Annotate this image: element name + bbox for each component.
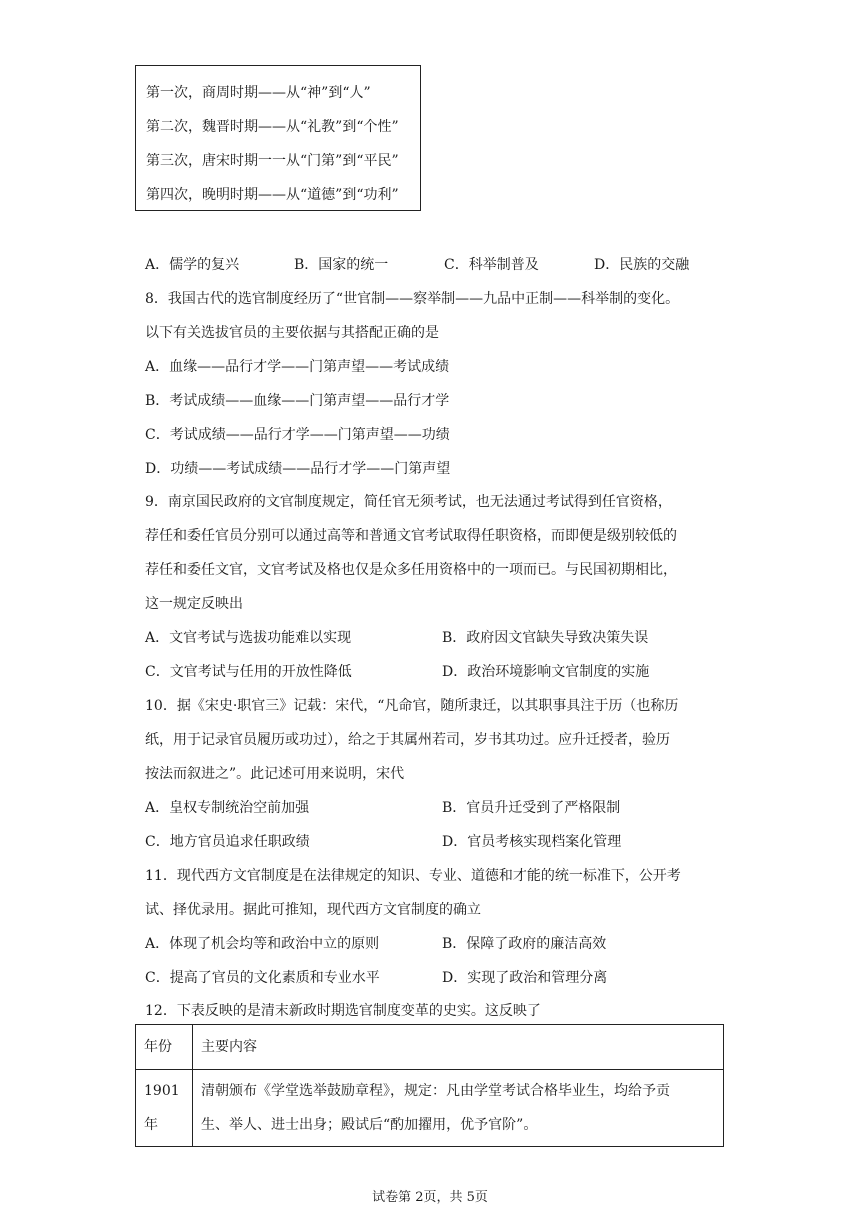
q10-option-d: D．官员考核实现档案化管理 bbox=[442, 834, 622, 850]
table-header-year: 年份 bbox=[136, 1025, 193, 1070]
q8-stem-line: 8．我国古代的选官制度经历了“世官制——察举制——九品中正制——科举制的变化。 bbox=[145, 291, 680, 307]
q12-stem: 12．下表反映的是清末新政时期选官制度变革的史实。这反映了 bbox=[145, 1003, 541, 1019]
q11-option-a: A．体现了机会均等和政治中立的原则 bbox=[145, 936, 380, 952]
table-header-row bbox=[136, 1025, 724, 1070]
q8-option-a: A．血缘——品行才学——门第声望——考试成绩 bbox=[145, 359, 450, 375]
quote-line: 第一次，商周时期——从“神”到“人” bbox=[146, 85, 371, 101]
q8-option-b: B．考试成绩——血缘——门第声望——品行才学 bbox=[145, 393, 450, 409]
q9-stem-line: 荐任和委任官员分别可以通过高等和普通文官考试取得任职资格，而即便是级别较低的 bbox=[145, 528, 677, 544]
quote-line: 第二次，魏晋时期——从“礼教”到“个性” bbox=[146, 119, 399, 135]
table-header-content: 主要内容 bbox=[193, 1025, 724, 1070]
table-row bbox=[136, 1070, 724, 1147]
q10-option-c: C．地方官员追求任职政绩 bbox=[145, 834, 310, 850]
q10-stem-line: 纸，用于记录官员履历或功过），给之于其属州若司，岁书其功过。应升迁授者，验历 bbox=[145, 732, 670, 748]
content-line: 生、举人、进士出身；殿试后“酌加擢用，优予官阶”。 bbox=[201, 1117, 538, 1133]
q9-option-c: C．文官考试与任用的开放性降低 bbox=[145, 664, 352, 680]
q8-option-c: C．考试成绩——品行才学——门第声望——功绩 bbox=[145, 427, 450, 443]
q9-option-b: B．政府因文官缺失导致决策失误 bbox=[442, 630, 649, 646]
q11-stem-line: 试、择优录用。据此可推知，现代西方文官制度的确立 bbox=[145, 902, 481, 918]
q11-stem-line: 11．现代西方文官制度是在法律规定的知识、专业、道德和才能的统一标准下，公开考 bbox=[145, 868, 681, 884]
table-cell-content bbox=[193, 1070, 724, 1147]
quote-line: 第四次，晚明时期——从“道德”到“功利” bbox=[146, 187, 399, 203]
q12-table bbox=[135, 1024, 724, 1147]
q9-stem-line: 荐任和委任文官，文官考试及格也仅是众多任用资格中的一项而已。与民国初期相比， bbox=[145, 562, 677, 578]
q8-stem-line: 以下有关选拔官员的主要依据与其搭配正确的是 bbox=[145, 325, 439, 341]
q11-option-b: B．保障了政府的廉洁高效 bbox=[442, 936, 607, 952]
quote-box bbox=[135, 65, 421, 211]
q7-option-a: A．儒学的复兴 bbox=[145, 257, 240, 273]
page-footer: 试卷第 2页，共 5页 bbox=[372, 1190, 488, 1205]
q11-option-c: C．提高了官员的文化素质和专业水平 bbox=[145, 970, 380, 986]
year-line: 1901 bbox=[144, 1083, 180, 1099]
q9-stem-line: 9．南京国民政府的文官制度规定，简任官无须考试，也无法通过考试得到任官资格， bbox=[145, 494, 672, 510]
q7-option-d: D．民族的交融 bbox=[594, 257, 690, 273]
content-line: 清朝颁布《学堂选举鼓励章程》，规定：凡由学堂考试合格毕业生，均给予贡 bbox=[201, 1083, 670, 1099]
q7-option-b: B．国家的统一 bbox=[294, 257, 389, 273]
q10-stem-line: 10．据《宋史·职官三》记载：宋代，“凡命官，随所隶迁，以其职事具注于历（也称历 bbox=[145, 698, 679, 714]
q9-option-a: A．文官考试与选拔功能难以实现 bbox=[145, 630, 352, 646]
q9-option-d: D．政治环境影响文官制度的实施 bbox=[442, 664, 650, 680]
q8-option-d: D．功绩——考试成绩——品行才学——门第声望 bbox=[145, 461, 451, 477]
q7-option-c: C．科举制普及 bbox=[444, 257, 539, 273]
quote-line: 第三次，唐宋时期一一从“门第”到“平民” bbox=[146, 153, 399, 169]
q10-stem-line: 按法而叙进之”。此记述可用来说明，宋代 bbox=[145, 766, 405, 782]
year-line: 年 bbox=[144, 1117, 158, 1133]
q10-option-b: B．官员升迁受到了严格限制 bbox=[442, 800, 621, 816]
table-cell-year bbox=[136, 1070, 193, 1147]
q9-stem-line: 这一规定反映出 bbox=[145, 596, 243, 612]
q11-option-d: D．实现了政治和管理分离 bbox=[442, 970, 608, 986]
q10-option-a: A．皇权专制统治空前加强 bbox=[145, 800, 310, 816]
